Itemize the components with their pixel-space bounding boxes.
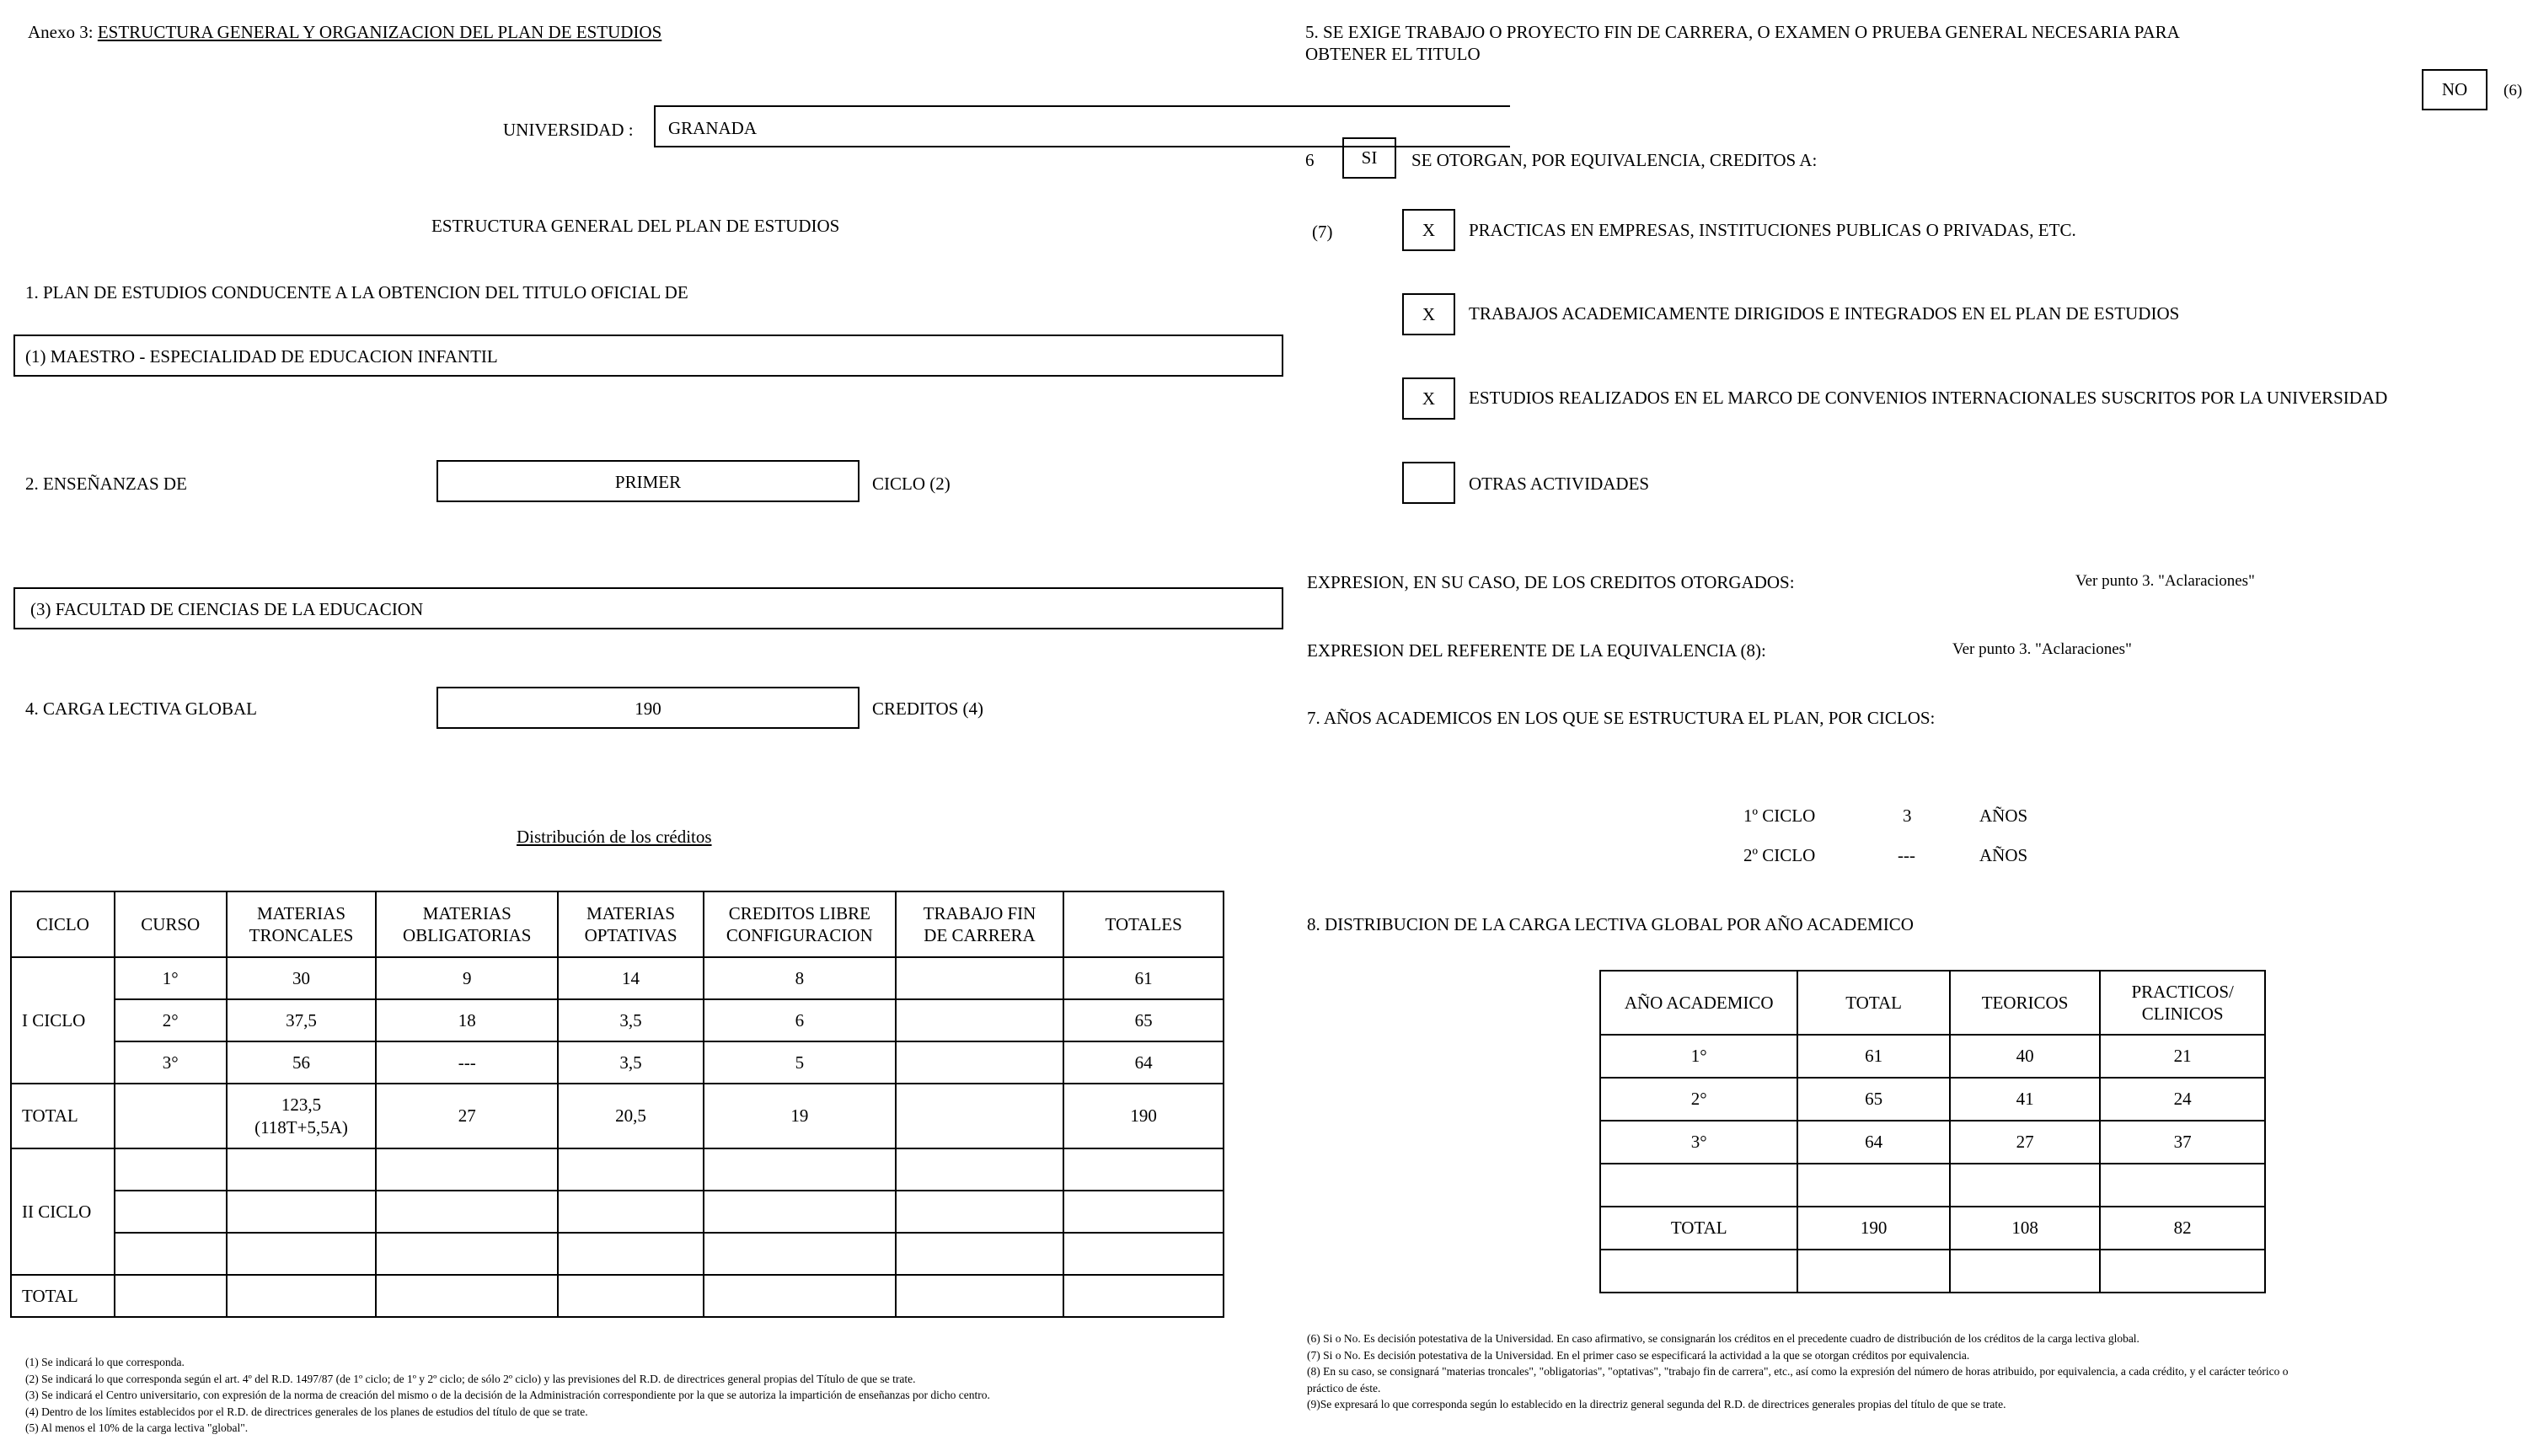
practicas-label: PRACTICAS EN EMPRESAS, INSTITUCIONES PUBLICAS O PRIVADAS, ETC. xyxy=(1469,220,2076,240)
table-cell xyxy=(704,1233,896,1275)
total-row xyxy=(11,1084,1224,1148)
table-row xyxy=(1600,1250,2265,1293)
table-cell xyxy=(1063,1148,1224,1191)
table-cell xyxy=(896,1148,1064,1191)
ciclo-suffix: CICLO (2) xyxy=(872,474,951,494)
left-footnotes xyxy=(25,1354,990,1437)
table-cell xyxy=(896,1233,1064,1275)
footnote: (3) Se indicará el Centro universitario, con expresión de la norma de creación del mismo o de la decisión de la Administración correspondiente por la que se autoriza la impartición de enseñanzas por dicho centro. xyxy=(25,1389,990,1402)
header-cell: MATERIAS OBLIGATORIAS xyxy=(376,891,558,957)
table-cell: --- xyxy=(376,1041,558,1084)
section-5-line1: 5. SE EXIGE TRABAJO O PROYECTO FIN DE CARRERA, O EXAMEN O PRUEBA GENERAL NECESARIA PARA xyxy=(1305,22,2180,42)
distribucion-title: Distribución de los créditos xyxy=(517,827,712,847)
table-cell xyxy=(2100,1250,2265,1293)
table-cell: 40 xyxy=(1950,1035,2101,1078)
otras-label: OTRAS ACTIVIDADES xyxy=(1469,474,1650,494)
centro-value: (3) FACULTAD DE CIENCIAS DE LA EDUCACION xyxy=(30,599,424,619)
table-row xyxy=(11,957,1224,999)
table-cell: 190 xyxy=(1797,1207,1949,1250)
footnote: (7) Si o No. Es decisión potestativa de la Universidad. En el primer caso se especificará la actividad a la que se otorgan créditos por equivalencia. xyxy=(1307,1348,1970,1362)
titulo-value: (1) MAESTRO - ESPECIALIDAD DE EDUCACION INFANTIL xyxy=(25,346,498,367)
table-cell: 8 xyxy=(704,957,896,999)
total-row xyxy=(11,1275,1224,1317)
table-row xyxy=(11,999,1224,1041)
section-7-label: 7. AÑOS ACADEMICOS EN LOS QUE SE ESTRUCTURA EL PLAN, POR CICLOS: xyxy=(1307,708,1936,728)
header-cell: MATERIAS OPTATIVAS xyxy=(558,891,704,957)
footnote: (4) Dentro de los límites establecidos por el R.D. de directrices generales de los planes de estudios del título de que se trate. xyxy=(25,1405,588,1418)
table-cell: 123,5 (118T+5,5A) xyxy=(227,1084,377,1148)
table-cell xyxy=(704,1148,896,1191)
table-cell: 64 xyxy=(1797,1121,1949,1164)
expresion-referente-value: Ver punto 3. "Aclaraciones" xyxy=(1952,640,2132,658)
table-cell: 27 xyxy=(1950,1121,2101,1164)
table-cell: 3° xyxy=(115,1041,227,1084)
table-cell: 65 xyxy=(1063,999,1224,1041)
table-cell: 1° xyxy=(115,957,227,999)
table-cell: 37,5 xyxy=(227,999,377,1041)
table-cell xyxy=(115,1233,227,1275)
table-cell xyxy=(115,1191,227,1233)
footnote: (9)Se expresará lo que corresponda según lo establecido en la directriz general segunda del R.D. de directrices generales propias del título de que se trate. xyxy=(1307,1398,2006,1411)
expresion-creditos-label: EXPRESION, EN SU CASO, DE LOS CREDITOS OTORGADOS: xyxy=(1307,572,1795,592)
universidad-label: UNIVERSIDAD : xyxy=(503,120,634,140)
anexo-heading xyxy=(28,22,661,43)
table-cell: 2° xyxy=(115,999,227,1041)
note-7: (7) xyxy=(1312,222,1333,242)
table-cell xyxy=(558,1275,704,1317)
table-cell: 190 xyxy=(1063,1084,1224,1148)
footnote: (6) Si o No. Es decisión potestativa de la Universidad. En caso afirmativo, se consignarán los créditos en el precedente cuadro de distribución de los créditos de la carga lectiva global. xyxy=(1307,1332,2139,1345)
table-cell xyxy=(227,1275,377,1317)
table-row xyxy=(1600,1164,2265,1207)
table-cell xyxy=(896,1275,1064,1317)
table-cell xyxy=(896,957,1064,999)
table-cell: 1° xyxy=(1600,1035,1797,1078)
ciclo-2-unit: AÑOS xyxy=(1979,845,2028,865)
table-cell xyxy=(1600,1164,1797,1207)
table-cell: 14 xyxy=(558,957,704,999)
total-label: TOTAL xyxy=(11,1275,115,1317)
creditos-table xyxy=(10,891,1224,1318)
convenios-label: ESTUDIOS REALIZADOS EN EL MARCO DE CONVENIOS INTERNACIONALES SUSCRITOS POR LA UNIVERSIDAD xyxy=(1469,388,2388,408)
table-cell xyxy=(1797,1164,1949,1207)
table-cell xyxy=(704,1191,896,1233)
table-cell xyxy=(558,1148,704,1191)
universidad-value: GRANADA xyxy=(668,118,757,138)
table-row xyxy=(11,1233,1224,1275)
table-cell: 65 xyxy=(1797,1078,1949,1121)
ciclo-2-label: 2º CICLO xyxy=(1743,845,1816,865)
practicas-checkbox: X xyxy=(1402,209,1455,251)
ciclo-1-label: 1º CICLO xyxy=(1743,806,1816,826)
ciclo-1-unit: AÑOS xyxy=(1979,806,2028,826)
table-cell xyxy=(376,1233,558,1275)
header-cell: MATERIAS TRONCALES xyxy=(227,891,377,957)
table-cell xyxy=(1063,1191,1224,1233)
header-cell: TRABAJO FIN DE CARRERA xyxy=(896,891,1064,957)
table-cell: 82 xyxy=(2100,1207,2265,1250)
table-cell: 24 xyxy=(2100,1078,2265,1121)
table-cell: 3° xyxy=(1600,1121,1797,1164)
footnote: (5) Al menos el 10% de la carga lectiva "global". xyxy=(25,1421,249,1435)
table-cell xyxy=(896,1041,1064,1084)
plan-subtitle: ESTRUCTURA GENERAL DEL PLAN DE ESTUDIOS xyxy=(431,216,840,236)
footnote: (2) Se indicará lo que corresponda según el art. 4º del R.D. 1497/87 (de 1º ciclo; de 1º y 2º ciclo; de sólo 2º ciclo) y las previsiones del R.D. de directrices general propias del Título de que se trate. xyxy=(25,1372,916,1385)
section-1-label: 1. PLAN DE ESTUDIOS CONDUCENTE A LA OBTENCION DEL TITULO OFICIAL DE xyxy=(25,282,688,302)
table-cell xyxy=(896,1191,1064,1233)
table-row xyxy=(11,1041,1224,1084)
table-cell xyxy=(704,1275,896,1317)
header-cell: CURSO xyxy=(115,891,227,957)
table-cell: 61 xyxy=(1063,957,1224,999)
table-cell: 37 xyxy=(2100,1121,2265,1164)
table-cell: 9 xyxy=(376,957,558,999)
expresion-creditos-value: Ver punto 3. "Aclaraciones" xyxy=(2075,572,2255,590)
table-cell xyxy=(1063,1233,1224,1275)
table-cell: 3,5 xyxy=(558,1041,704,1084)
table-cell: 41 xyxy=(1950,1078,2101,1121)
table-cell xyxy=(115,1084,227,1148)
expresion-referente-label: EXPRESION DEL REFERENTE DE LA EQUIVALENCIA (8): xyxy=(1307,640,1766,661)
table-cell xyxy=(227,1191,377,1233)
table-cell xyxy=(1950,1250,2101,1293)
table-cell xyxy=(1950,1164,2101,1207)
table-header-row xyxy=(1600,971,2265,1035)
trabajos-label: TRABAJOS ACADEMICAMENTE DIRIGIDOS E INTEGRADOS EN EL PLAN DE ESTUDIOS xyxy=(1469,303,2180,324)
table-cell: 3,5 xyxy=(558,999,704,1041)
creditos-suffix: CREDITOS (4) xyxy=(872,699,984,719)
table-cell: 61 xyxy=(1797,1035,1949,1078)
section-6-number: 6 xyxy=(1305,150,1315,170)
table-cell xyxy=(227,1233,377,1275)
table-header-row xyxy=(11,891,1224,957)
table-cell xyxy=(376,1148,558,1191)
section-8-label: 8. DISTRIBUCION DE LA CARGA LECTIVA GLOBAL POR AÑO ACADEMICO xyxy=(1307,914,1914,934)
table-cell: 18 xyxy=(376,999,558,1041)
header-cell: TOTALES xyxy=(1063,891,1224,957)
table-cell xyxy=(558,1191,704,1233)
carga-value: 190 xyxy=(635,699,661,719)
table-cell xyxy=(558,1233,704,1275)
table-cell: 108 xyxy=(1950,1207,2101,1250)
table-cell: 6 xyxy=(704,999,896,1041)
total-row xyxy=(1600,1207,2265,1250)
section-2-label: 2. ENSEÑANZAS DE xyxy=(25,474,187,494)
table-cell xyxy=(1063,1275,1224,1317)
table-cell: 27 xyxy=(376,1084,558,1148)
section-6-label: SE OTORGAN, POR EQUIVALENCIA, CREDITOS A: xyxy=(1411,150,1818,170)
table-row xyxy=(11,1148,1224,1191)
table-cell xyxy=(376,1275,558,1317)
trabajo-fin-no-box: NO xyxy=(2422,69,2487,110)
header-cell: CICLO xyxy=(11,891,115,957)
table-cell xyxy=(1797,1250,1949,1293)
section-5-line2: OBTENER EL TITULO xyxy=(1305,44,1481,64)
table-row xyxy=(1600,1078,2265,1121)
anexo-title: ESTRUCTURA GENERAL Y ORGANIZACION DEL PLAN DE ESTUDIOS xyxy=(97,22,662,42)
trabajos-checkbox: X xyxy=(1402,293,1455,335)
equivalencia-si-box: SI xyxy=(1342,137,1396,179)
table-cell: TOTAL xyxy=(1600,1207,1797,1250)
header-cell: TEORICOS xyxy=(1950,971,2101,1035)
table-cell: 21 xyxy=(2100,1035,2265,1078)
footnote: práctico de éste. xyxy=(1307,1381,1381,1394)
ciclo-cell: I CICLO xyxy=(11,957,115,1084)
right-footnotes xyxy=(1307,1330,2289,1413)
table-row xyxy=(11,1191,1224,1233)
ciclo-1-value: 3 xyxy=(1903,806,1912,826)
table-cell: 56 xyxy=(227,1041,377,1084)
header-cell: PRACTICOS/ CLINICOS xyxy=(2100,971,2265,1035)
table-cell xyxy=(896,1084,1064,1148)
ciclo-cell: II CICLO xyxy=(11,1148,115,1275)
header-cell: AÑO ACADEMICO xyxy=(1600,971,1797,1035)
table-cell xyxy=(1600,1250,1797,1293)
otras-checkbox xyxy=(1402,462,1455,504)
table-cell xyxy=(227,1148,377,1191)
table-cell: 19 xyxy=(704,1084,896,1148)
table-cell xyxy=(115,1148,227,1191)
footnote: (1) Se indicará lo que corresponda. xyxy=(25,1356,185,1368)
carga-anual-table xyxy=(1599,970,2266,1293)
table-cell: 30 xyxy=(227,957,377,999)
note-6: (6) xyxy=(2504,82,2523,99)
table-cell: 64 xyxy=(1063,1041,1224,1084)
convenios-checkbox: X xyxy=(1402,377,1455,420)
table-row xyxy=(1600,1035,2265,1078)
table-row xyxy=(1600,1121,2265,1164)
section-4-label: 4. CARGA LECTIVA GLOBAL xyxy=(25,699,257,719)
table-cell: 5 xyxy=(704,1041,896,1084)
table-cell xyxy=(896,999,1064,1041)
header-cell: CREDITOS LIBRE CONFIGURACION xyxy=(704,891,896,957)
ensenanzas-value: PRIMER xyxy=(614,472,682,492)
table-cell: 20,5 xyxy=(558,1084,704,1148)
table-cell: 2° xyxy=(1600,1078,1797,1121)
table-cell xyxy=(376,1191,558,1233)
anexo-prefix: Anexo 3: xyxy=(28,22,94,42)
table-cell xyxy=(2100,1164,2265,1207)
header-cell: TOTAL xyxy=(1797,971,1949,1035)
ciclo-2-value: --- xyxy=(1898,845,1915,865)
total-label: TOTAL xyxy=(11,1084,115,1148)
footnote: (8) En su caso, se consignará "materias troncales", "obligatorias", "optativas", "trabajo fin de carrera", etc., así como la expresión del número de horas atribuido, por equivalencia, a cada crédito, y el carácter teórico o xyxy=(1307,1365,2289,1378)
table-cell xyxy=(115,1275,227,1317)
